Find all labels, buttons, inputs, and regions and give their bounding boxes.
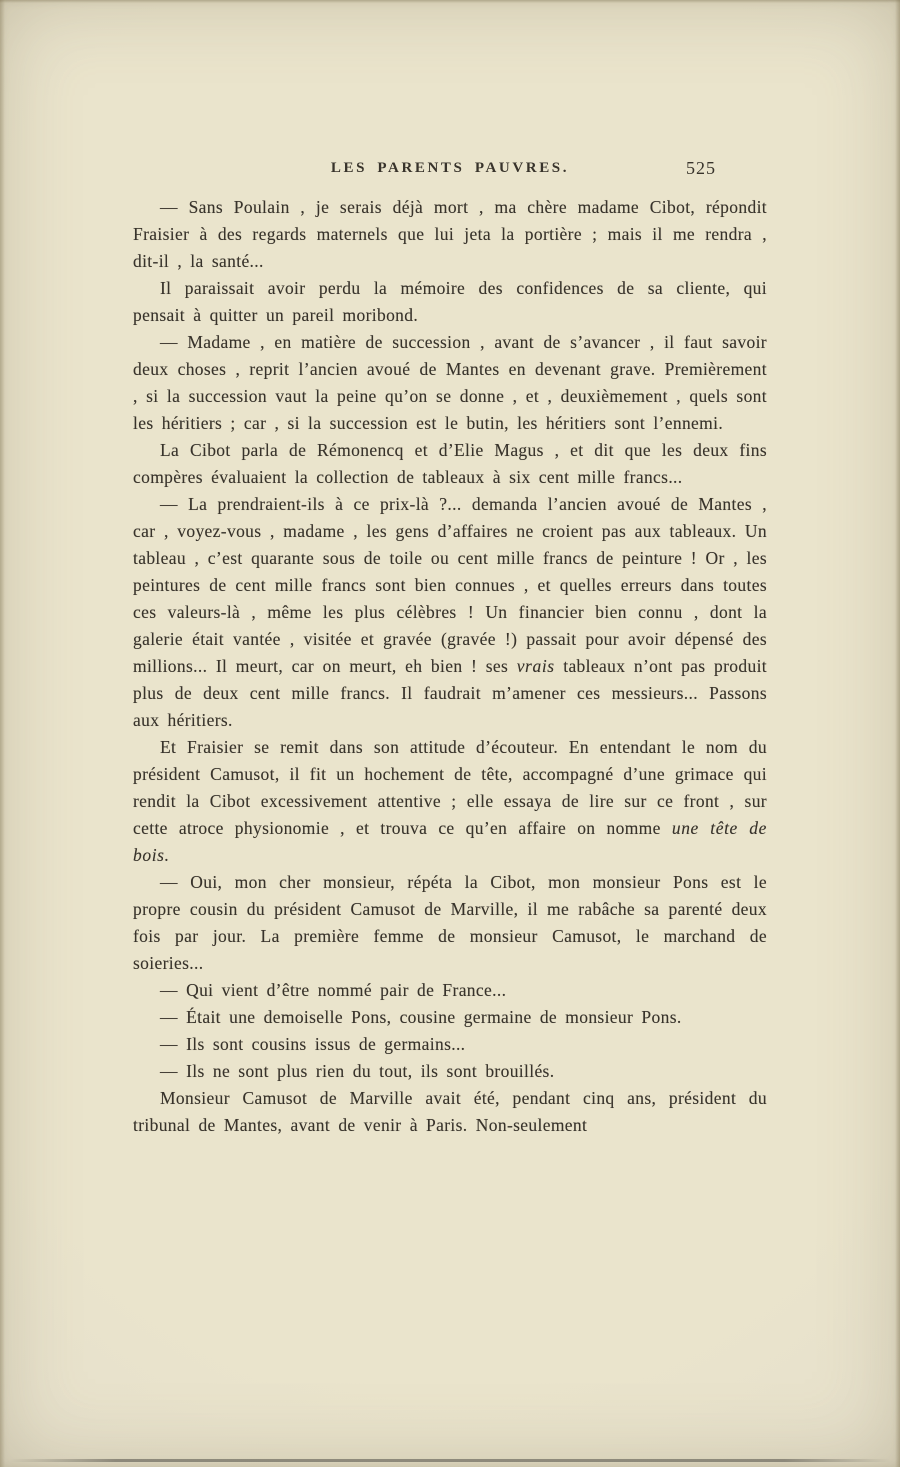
paragraph — [133, 437, 767, 491]
paragraph — [133, 977, 767, 1004]
text-run: Monsieur Camusot de Marville avait été, pendant cinq ans, président du tribunal de Mantes, avant de venir à Paris. Non-seulement — [133, 1088, 767, 1135]
paragraph — [133, 491, 767, 734]
text-run: La Cibot parla de Rémonencq et d’Elie Magus , et dit que les deux fins compères évaluaient la collection de tableaux à six cent mille francs... — [133, 440, 767, 487]
scan-edge-left — [0, 0, 5, 1467]
text-run: — Oui, mon cher monsieur, répéta la Cibot, mon monsieur Pons est le propre cousin du président Camusot de Marville, il me rabâche sa parenté deux fois par jour. La première femme de monsieur Camusot, le marchand de soieries... — [133, 872, 767, 973]
paragraph — [133, 1031, 767, 1058]
page-number: 525 — [686, 158, 716, 178]
text-run: — Ils sont cousins issus de germains... — [160, 1034, 466, 1054]
paragraph — [133, 734, 767, 869]
paragraph — [133, 869, 767, 977]
paragraph — [133, 329, 767, 437]
italic-run: vrais — [516, 656, 555, 676]
paragraph — [133, 194, 767, 275]
text-run: — Était une demoiselle Pons, cousine germaine de monsieur Pons. — [160, 1007, 682, 1027]
text-run: Il paraissait avoir perdu la mémoire des confidences de sa cliente, qui pensait à quitter un pareil moribond. — [133, 278, 767, 325]
scan-edge-top — [0, 0, 900, 3]
text-block — [133, 194, 767, 1139]
running-title: LES PARENTS PAUVRES. — [330, 160, 570, 176]
text-run: — Madame , en matière de succession , avant de s’avancer , il faut savoir deux choses , reprit l’ancien avoué de Mantes en devenant grave. Premièrement , si la succession vaut la peine qu’on se donne , et , deuxièmement , quels sont les héritiers ; car , si la succession est le butin, les héritiers sont l’ennemi. — [133, 332, 767, 433]
scan-edge-right — [895, 0, 900, 1467]
paragraph — [133, 1058, 767, 1085]
paragraph — [133, 1004, 767, 1031]
text-run: tableaux n’ont pas produit plus de deux cent mille francs. Il faudrait m’amener ces messieurs... Passons aux héritiers. — [133, 656, 767, 730]
text-run: — La prendraient-ils à ce prix-là ?... demanda l’ancien avoué de Mantes , car , voyez-vous , madame , les gens d’affaires ne croient pas aux tableaux. Un tableau , c’est quarante sous de toile ou cent mille francs de peinture ! Or , les peintures de cent mille francs sont bien connues , et quelles erreurs dans toutes ces valeurs-là , même les plus célèbres ! Un financier bien connu , dont la galerie était vantée , visitée et gravée (gravée !) passait pour avoir dépensé des millions... Il meurt, car on meurt, eh bien ! ses — [133, 494, 767, 676]
text-run: — Sans Poulain , je serais déjà mort , ma chère madame Cibot, répondit Fraisier à des regards maternels que lui jeta la portière ; mais il me rendra , dit-il , la santé... — [133, 197, 767, 271]
page-header — [133, 160, 767, 180]
italic-run: une tête de bois. — [133, 818, 767, 865]
text-run: Et Fraisier se remit dans son attitude d’écouteur. En entendant le nom du président Camusot, il fit un hochement de tête, accompagné d’une grimace qui rendit la Cibot excessivement attentive ; elle essaya de lire sur ce front , sur cette atroce physionomie , et trouva ce qu’en affaire on nomme — [133, 737, 767, 838]
paragraph — [133, 275, 767, 329]
text-run: — Ils ne sont plus rien du tout, ils sont brouillés. — [160, 1061, 555, 1081]
paragraph — [133, 1085, 767, 1139]
text-run: — Qui vient d’être nommé pair de France... — [160, 980, 507, 1000]
scan-edge-bottom — [10, 1459, 890, 1462]
